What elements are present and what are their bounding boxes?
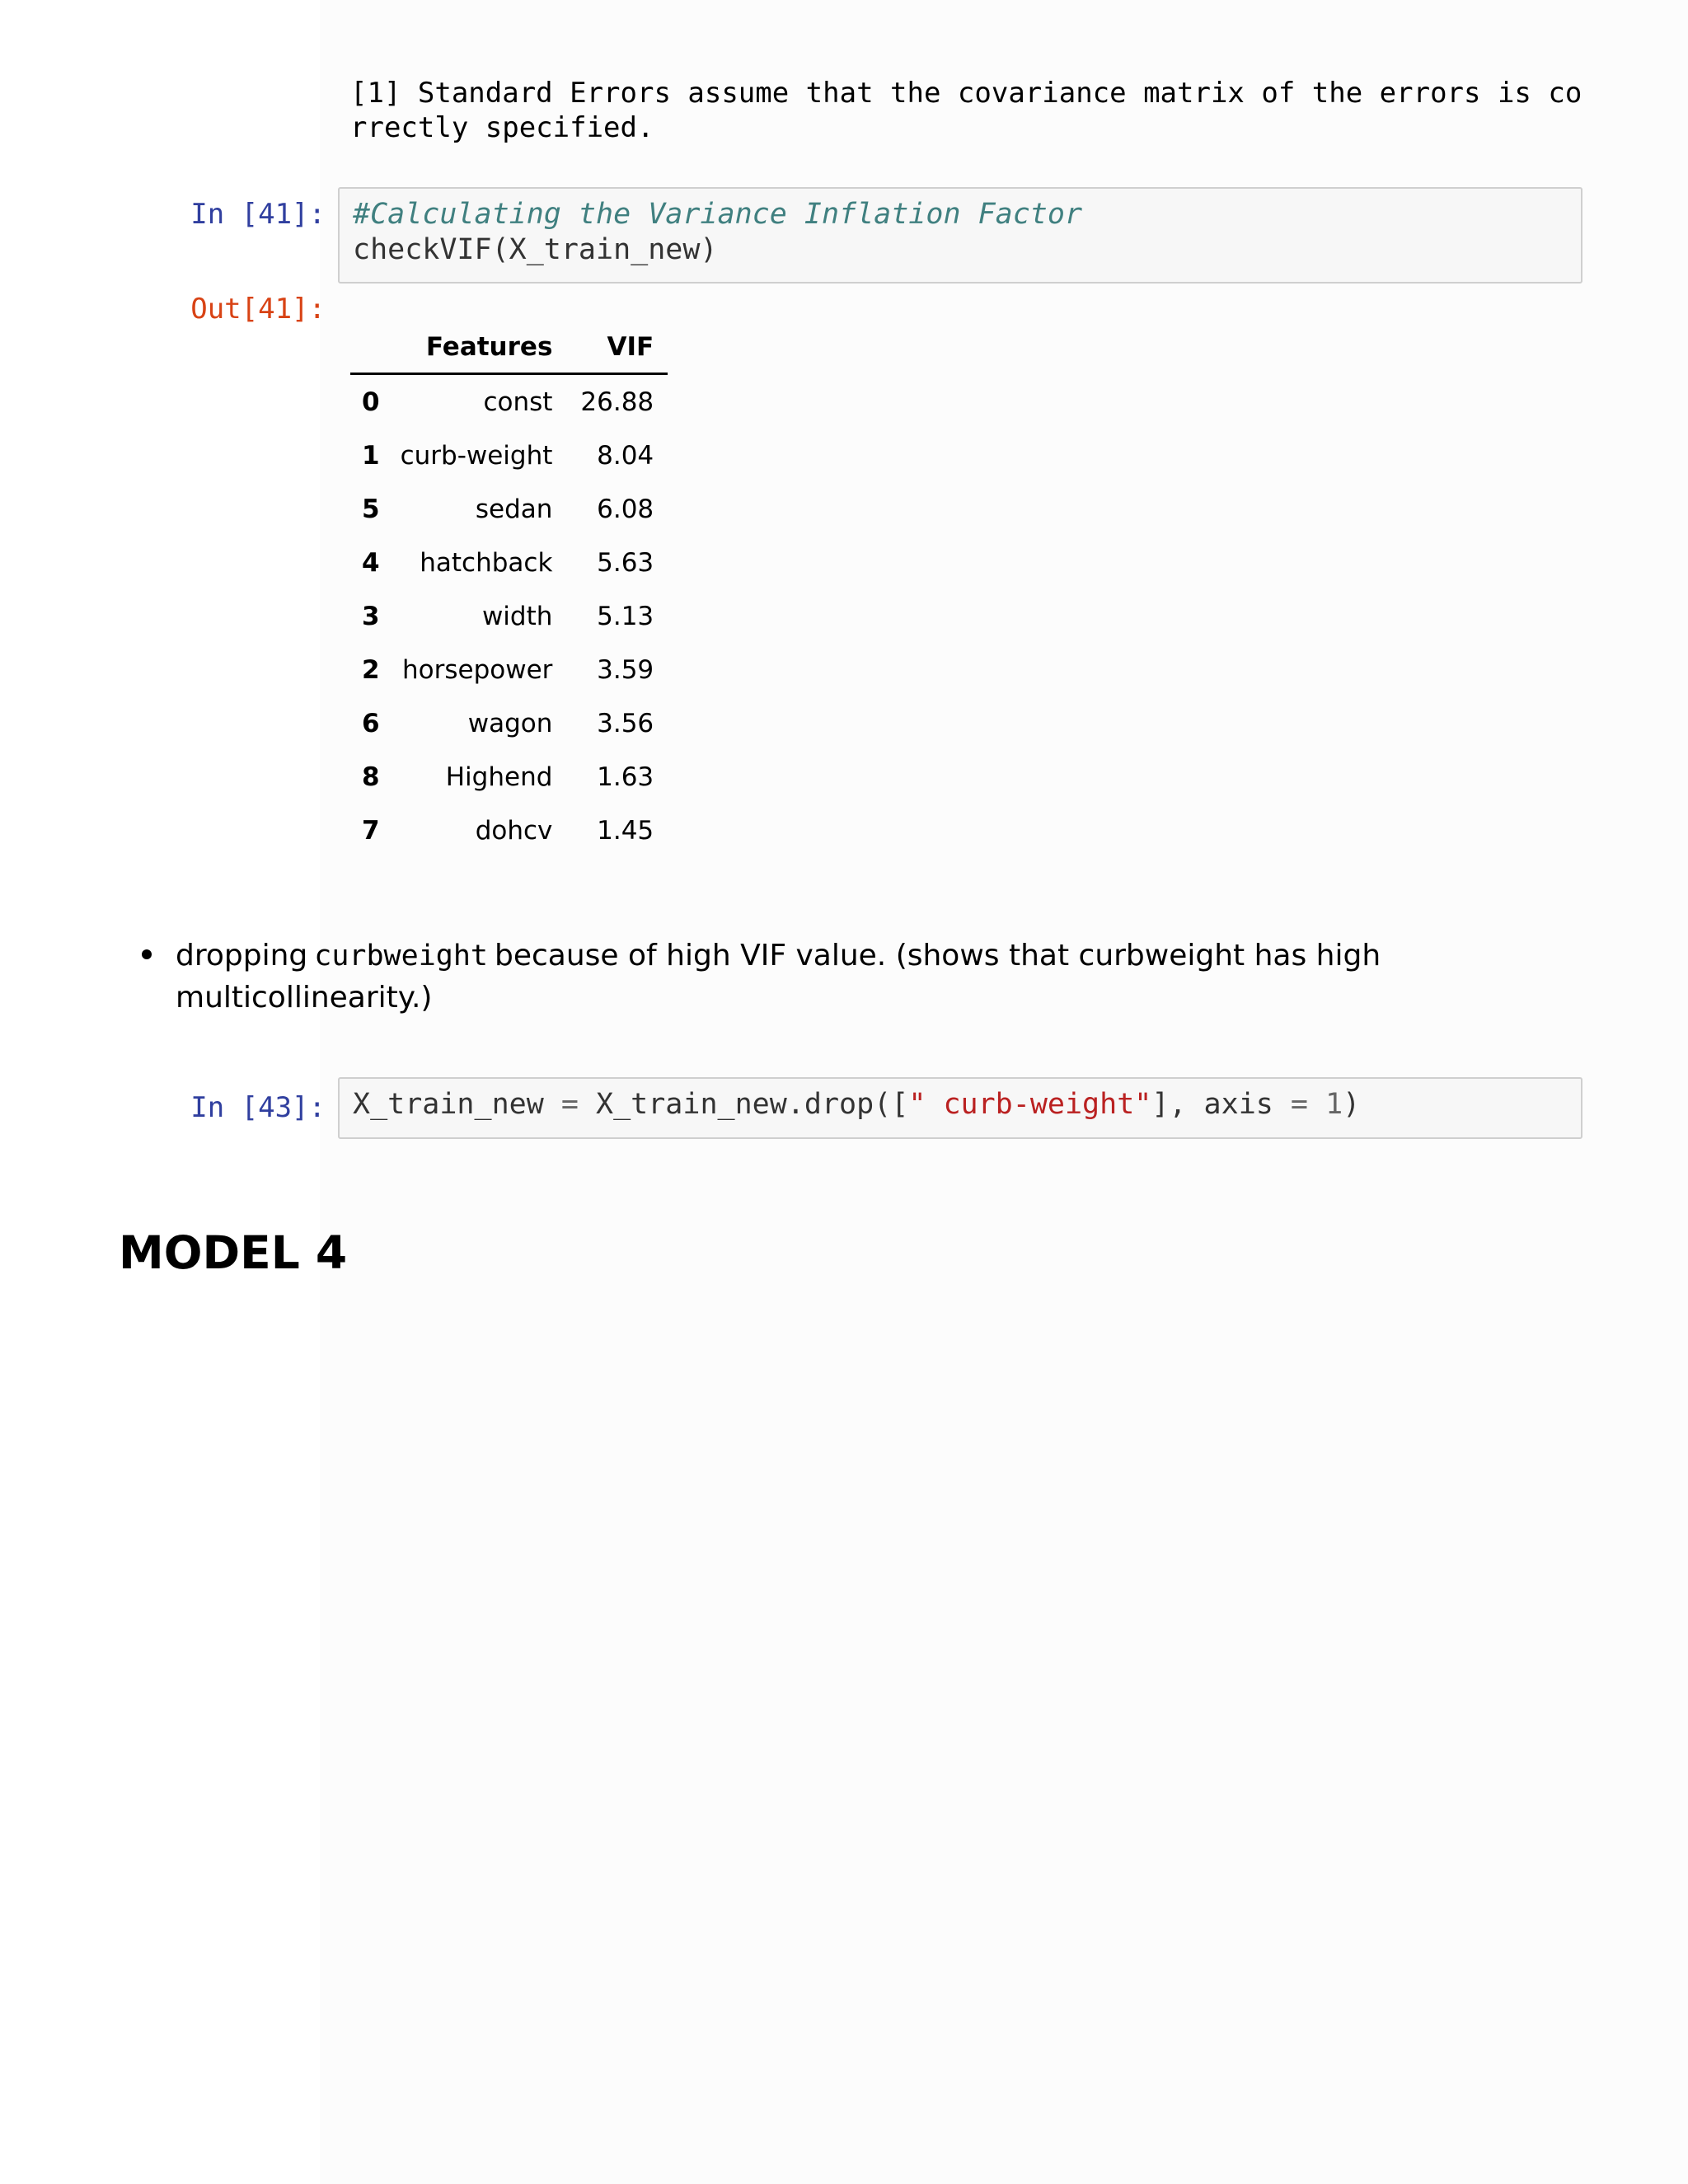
- input-prompt-41: In [41]:: [190, 198, 326, 231]
- row-index: 4: [362, 547, 380, 578]
- code-token: [1308, 1088, 1325, 1121]
- row-feature: const: [483, 387, 553, 417]
- table-row: [350, 536, 668, 589]
- code-cell-41[interactable]: [338, 187, 1582, 284]
- code-token: X_train_new.drop([: [578, 1088, 909, 1121]
- code-token: X_train_new: [353, 1088, 561, 1121]
- table-row: [350, 482, 668, 536]
- row-feature: Highend: [445, 762, 553, 792]
- table-row: [350, 696, 668, 750]
- row-feature: hatchback: [420, 547, 553, 578]
- row-feature: horsepower: [402, 654, 553, 685]
- code-operator: =: [560, 1088, 579, 1121]
- code-string: " curb-weight": [908, 1088, 1152, 1121]
- stderr-note-line-2: rrectly specified.: [350, 111, 654, 144]
- table-row: [350, 589, 668, 643]
- row-feature: curb-weight: [400, 440, 553, 471]
- row-vif: 5.63: [597, 547, 654, 578]
- header-index: [350, 321, 387, 374]
- row-vif: 3.56: [597, 708, 654, 738]
- row-vif: 3.59: [597, 654, 654, 685]
- row-index: 1: [362, 440, 380, 471]
- input-prompt-43: In [43]:: [190, 1091, 326, 1124]
- code-comment: #Calculating the Variance Inflation Factor: [353, 198, 1083, 231]
- header-features: Features: [387, 321, 567, 374]
- vif-table: [350, 321, 668, 857]
- bullet-line-1: [176, 935, 1461, 977]
- row-index: 2: [362, 654, 380, 685]
- row-vif: 1.63: [597, 762, 654, 792]
- code-token: ): [1343, 1088, 1361, 1121]
- output-prompt-41: Out[41]:: [190, 293, 326, 326]
- row-feature: wagon: [467, 708, 553, 738]
- row-index: 0: [362, 387, 380, 417]
- table-row: [350, 643, 668, 696]
- code-drop-line: [353, 1087, 1568, 1122]
- row-vif: 5.13: [597, 601, 654, 631]
- bullet-dot: [142, 949, 152, 959]
- row-index: 6: [362, 708, 380, 738]
- row-index: 7: [362, 815, 380, 846]
- bullet-prefix: dropping: [176, 939, 308, 972]
- row-vif: 26.88: [580, 387, 654, 417]
- stderr-note-line-1: [1] Standard Errors assume that the covariance matrix of the errors is co: [350, 77, 1582, 110]
- table-row: [350, 429, 668, 482]
- code-token: ], axis: [1151, 1088, 1291, 1121]
- table-row: [350, 750, 668, 804]
- code-number: 1: [1325, 1088, 1343, 1121]
- bullet-text: because of high VIF value. (shows that curbweight has high: [494, 939, 1381, 972]
- code-cell-43[interactable]: [338, 1077, 1582, 1139]
- row-vif: 6.08: [597, 494, 654, 524]
- table-header-row: [350, 321, 668, 374]
- code-call: checkVIF(X_train_new): [353, 233, 718, 266]
- table-row: [350, 804, 668, 857]
- row-vif: 1.45: [597, 815, 654, 846]
- row-index: 5: [362, 494, 380, 524]
- row-index: 8: [362, 762, 380, 792]
- row-vif: 8.04: [597, 440, 654, 471]
- row-feature: width: [481, 601, 553, 631]
- row-feature: sedan: [475, 494, 553, 524]
- header-vif: VIF: [566, 321, 668, 374]
- row-index: 3: [362, 601, 380, 631]
- section-heading: MODEL 4: [119, 1226, 348, 1279]
- row-feature: dohcv: [475, 815, 553, 846]
- bullet-line-2: multicollinearity.): [176, 981, 433, 1015]
- table-row: [350, 374, 668, 429]
- code-operator: =: [1290, 1088, 1308, 1121]
- inline-code-curbweight: curbweight: [314, 940, 488, 972]
